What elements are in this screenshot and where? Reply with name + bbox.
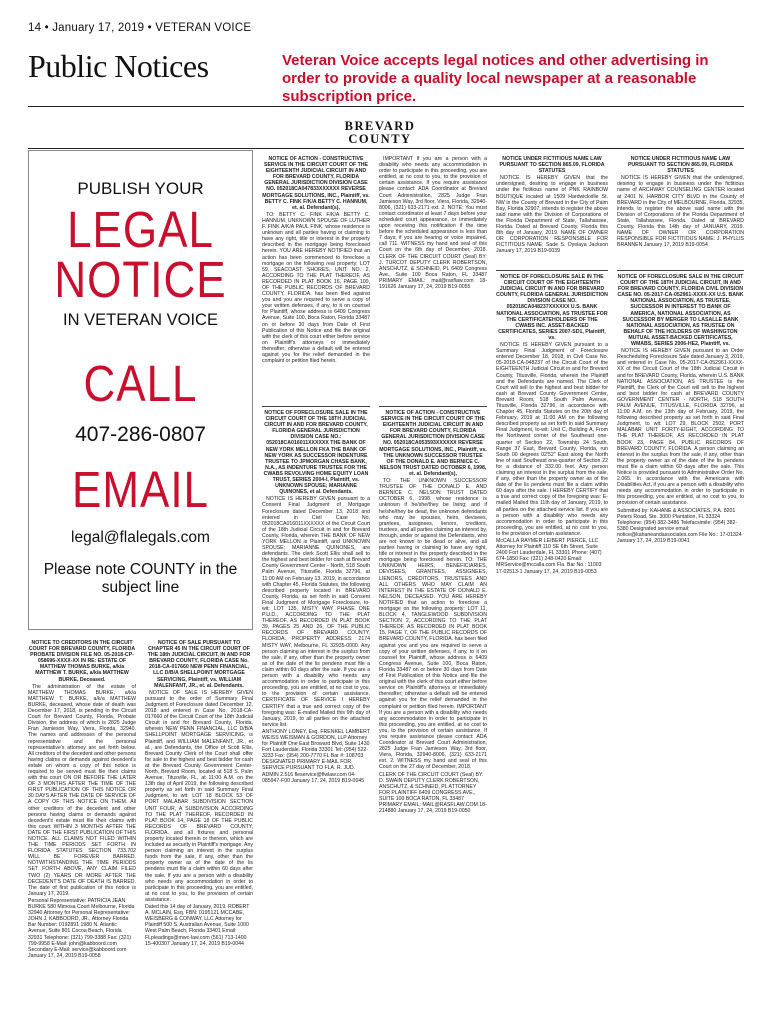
notice-heading: NOTICE OF SALE PURSUANT TO CHAPTER 45 IN THE CIRCUIT COURT OF THE 18th JUDICIAL CIRCUIT, IN AND FOR BREVARD COUNTY, FLORIDA CASE No. 2018-CA-017660 NEW PENN FINANCIAL, LLC D/B/A SHELLPOINT MORTGAGE SERVICING, Plaintiff, vs. WILLIAM MALENFANT, JR., et. al. Defendants. [147,640,251,689]
notice-body: TO: BETTY C. FINK F/K/A BETTY C. HANNUM. UNKNOWN SPOUSE OF LUTHER F. FINK A/K/A PAUL FINK. whose residence is unknown and all parties having or claiming to have any right, title or interest in the property described in the mortgage being foreclosed herein. YOU ARE HEREBY NOTIFIED that an action has been commenced to foreclose a mortgage on the following real property: LOT 59, SEACOAST SHORES, UNIT NO. 2, ACCORDING TO THE PLAT THEREOF, AS RECORDED IN PLAT BOOK 16, PAGE 100, OF THE PUBLIC RECORDS OF BREVARD COUNTY, FLORIDA. has been filed against you and you are required to serve a copy of your written defenses, if any, to it on counsel for Plaintiff, whose address is 6409 Congress Avenue, Suite 100, Boca Raton, Florida 33487 on or before 30 days from Date of First Publication of this Notice and file the original with the clerk of this court either before service on Plaintiff's attorneys or immediately thereafter; otherwise a default will be entered against you for the relief demanded in the complaint or petition filed herein. [262,211,370,365]
notice-signature: Dated this 14 day of January, 2019. ROBERT A. MCLAIN, Esq. FBN: 0195121 MCCABE, WEISBERG & CONWAY, LLC Attorney for Plaintiff 500 S. Australian Avenue, Suite 1000 West Palm Beach, Florida 33401 Email: FLpleadings@mwc-law.com (561) 713-1400 15-400307 January 17, 24, 2019 B19-0044 [145,904,250,947]
legal-notice-ad [28,150,253,630]
notice-heading: NOTICE OF FORECLOSURE SALE IN THE CIRCUIT COURT OF THE 18TH JUDICIAL CIRCUIT IN AND FOR BREVARD COUNTY, FLORIDA GENERAL JURISDICTION DIVISION CASE NO.: 052018CA016011XXXXXX THE BANK OF NEW YORK MELLON FKA THE BANK OF NEW YORK AS SUCCESSOR INDENTURE TRUSTEE TO JPMORGAN CHASE BANK, N.A., AS INDENTURE TRUSTEE FOR THE CWABS REVOLVING HOME EQUITY LOAN TRUST, SERIES 2004-I, Plaintiff, vs. UNKNOWN SPOUSE; MARIANNE QUINONES, et al. Defendants. [263,410,369,496]
page-runner: 14 • January 17, 2019 • VETERAN VOICE [28,22,252,34]
county-line2: COUNTY [348,132,412,146]
notice-signature: McCALLA RAYMER LEIBERT PIERCE, LLC Attorney for Plaintiff 110 SE 6th Street, Suite 2400 Fort Lauderdale, FL 33301 Phone: (407) 674-1850 Fax: (321) 248-0420 Email: MRService@mccalla.com Fla. Bar No.: 11003 17-02513-1 January 17, 24, 2019 B19-0053 [496,538,602,575]
notice-signature: Personal Representative: PATRICIA JEAN BURKE 580 Mimosa Court Melbourne, Florida 32940 Attorney for Personal Representative: JOHN J. KABBOORD, JR., Attorney Florida Bar Number: 0192891 1980 N. Atlantic Avenue, Suite 801 Cocoa Beach, Florida 32931 Telephone: (321) 799-3388 Fax: (321) 799-9958 E-Mail: john@kabboord.com Secondary E-Mail: service@kabboord.com January 17, 24, 2019 B19-0058 [28,897,135,959]
notice-heading: NOTICE OF FORECLOSURE SALE IN THE CIRCUIT COURT OF THE EIGHTEENTH JUDICIAL CIRCUIT IN AND FOR BREVARD COUNTY, FLORIDA GENERAL JURISDICTION DIVISION CASE NO. 052018CA048237XXXXXX U.S. BANK NATIONAL ASSOCIATION, AS TRUSTEE FOR THE CERTIFICATEHOLDERS OF THE CWABS INC. ASSET-BACKED CERTIFICATES, SERIES 2007-SD1, Plaintiff, vs. [496,274,608,341]
notice-action-fink-cont [379,156,487,392]
notice-body: NOTICE IS HEREBY GIVEN that the undersigned, desiring to engage in business under the fictitious name of PNK RAINBOW BOUTIQUE located at 1509 Hardwickville St. NW in the County of Brevard in the City of Palm Bay, Florida 32907, intends to register the above said name with the Division of Corporations of the Florida Department of State, Tallahassee, Florida. Dated at Brevard County, Florida this 8th day of January, 2019. NAME OF OWNER OR CORPORATION RESPONSIBLE FOR FICTITIOUS NAME: Sade S. Oyelaya Jackson January 17, 2019 B19-0039 [496,175,608,255]
ad-subject-note: Please note COUNTY in the subject line [43,561,238,596]
notice-heading: NOTICE OF ACTION - CONSTRUCTIVE SERVICE IN THE CIRCUIT COURT OF THE EIGHTEENTH JUDICIAL CIRCUIT IN AND FOR BREVARD COUNTY, FLORIDA GENERAL JURISDICTION DIVISION CASE NO. 052018CA053593XXXXXX REVERSE MORTGAGE SOLUTIONS, INC., Plaintiff, vs. THE UNKNOWN SUCCESSOR TRUSTEE OF THE DONALD E. AND BERNICE C. NELSON TRUST DATED OCTOBER 6, 1998, et. al. Defendant(s), [379,410,487,477]
notice-body: NOTICE IS HEREBY GIVEN pursuant to an Order Rescheduling Foreclosure Sale dated January 3, 2019, and entered in Case No. 05-2017-CA-052961-XXXX-XX of the Circuit Court of the 18th Judicial Circuit in and for BREVARD County, Florida, wherein U.S. BANK NATIONAL ASSOCIATION, AS TRUSTEE is the Plaintiff, the Clerk of the Court will sell to the highest and best bidder for cash at BREVARD COUNTY GOVERNMENT CENTER - NORTH, 518 SOUTH PALM AVENUE, TITUSVILLE, FLORIDA 32796, at 11:00 A.M. on the 13th day of February, 2019, the following described property as set forth in said Final Judgment, to wit: LOT 29, BLOCK 2502, PORT MALABAR UNIT FORTY-EIGHT, ACCORDING TO THE PLAT THEREOF, AS RECORDED IN PLAT BOOK 23, PAGE 84, PUBLIC RECORDS OF BREVARD COUNTY, FLORIDA. A person claiming an interest in the surplus from the sale, if any, other than the property owner as of the date of the lis pendens must file a claim within 60 days after the sale. This Notice is provided pursuant to Administrative Order No. 2.065. In accordance with the Americans with Disabilities Act, if you are a person with a disability who needs any accommodation in order to participate in this proceeding, you are entitled, at no cost to you, to provision of certain assistance. [617,348,744,507]
notice-fictitious-pnk [496,156,608,260]
county-heading [330,120,430,146]
notice-body: The administration of the estate of MATTHEW THOMAS BURKE, a/k/a MATTHEW T. BURKE, a/k/a MATTHEW BURKE, deceased, whose date of death was December 17, 2018, is pending in the Circuit Court for Brevard County, Florida, Probate Division, the address of which is 2825 Judge Fran Jamieson Way, Viera, Florida, 32940. The names and addresses of the personal representative and the personal representative's attorney are set forth below. All creditors of the decedent and other persons having claims or demands against decedent's estate on whom a copy of this notice is required to be served must file their claims with this court ON OR BEFORE THE LATER OF 3 MONTHS AFTER THE TIME OF THE FIRST PUBLICATION OF THIS NOTICE OR 30 DAYS AFTER THE DATE OF SERVICE OF A COPY OF THIS NOTICE ON THEM. All other creditors of the decedent and other persons having claims or demands against decedent's estate must file their claims with this court WITHIN 3 MONTHS AFTER THE DATE OF THE FIRST PUBLICATION OF THIS NOTICE. ALL CLAIMS NOT FILED WITHIN THE TIME PERIODS SET FORTH IN FLORIDA STATUTES SECTION 733.702 WILL BE FOREVER BARRED. NOTWITHSTANDING THE TIME PERIODS SET FORTH ABOVE, ANY CLAIM FILED TWO (2) YEARS OR MORE AFTER THE DECEDENT'S DATE OF DEATH IS BARRED. The date of first publication of this notice is January 17, 2019. [28,683,136,897]
ad-phone-number: 407-286-0807 [75,423,206,446]
ad-veteran-voice-text: IN VETERAN VOICE [63,311,218,329]
notice-heading: NOTICE UNDER FICTITIOUS NAME LAW PURSUANT TO SECTION 865.09, FLORIDA STATUTES [627,156,734,175]
notice-body: NOTICE IS HEREBY GIVEN pursuant to a Summary Final Judgment of Foreclosure entered December 18, 2018, in Civil Case No. 05-2018-CA-048237 of the Circuit Court of the EIGHTEENTH Judicial Circuit in and for Brevard County, Titusville, Florida, wherein the Plaintiff and the Defendants are named. The Clerk of Court will sell to the highest and best bidder for cash at Brevard County Government Center, Brevard Room, 518 South Palm Avenue, Titusville, Florida 32796, in accordance with Chapter 45, Florida Statutes on the 20th day of February, 2019 at 11:00 AM on the following described property as set forth in said Summary Final Judgment, to-wit: Unit C, Building A, From the Northwest corner of the Southeast one-quarter of Section 22, Township 24 South, Range 37 East, Brevard County, Florida, run South 00 degrees 02'52" East along the North line of said Southeast one-quarter of Section 22 for a distance of 332.00 feet. Any person claiming an interest in the surplus from the sale, if any, other than the property owner as of the date of the lis pendens must file a claim within 60 days after the sale. I HEREBY CERTIFY that a true and correct copy of the foregoing was: E-mailed Mailed this 11th day of January, 2019, to all parties on the attached service list. If you are a person with a disability who needs any accommodation in order to participate in this proceeding, you are entitled, at no cost to you, to the provision of certain assistance. [496,342,608,537]
notice-heading: NOTICE UNDER FICTITIOUS NAME LAW PURSUANT TO SECTION 865.09, FLORIDA STATUTES [499,156,605,175]
county-line1: BREVARD [344,119,416,133]
notice-body: IMPORTANT If you are a person with a disability who needs any accommodation in order to participate in this proceeding, you are entitled, at no cost to you, to the provision of certain assistance. If you require assistance please contact: ADA Coordinator at Brevard Court Administration, 2825 Judge Fran Jamieson Way, 3rd floor, Viera, Florida, 32940-8006, (321) 633-2171 ext. 2. NOTE: You must contact coordinator at least 7 days before your scheduled court appearance, or immediately upon receiving this notification if the time before the scheduled appearance is less than 7 days; if you are hearing or voice impaired, call 711. WITNESS my hand and seal of this Court on the 6th day of December, 2018. CLERK OF THE CIRCUIT COURT (Seal) BY: J. TURCOT DEPUTY CLERK ROBERTSON, ANSCHUTZ, & SCHNEID, PL 6409 Congress Ave., Suite 100 Boca Raton, FL 33487 PRIMARY EMAIL: mail@rasflaw.com 18-191626 January 17, 24, 2019 B19-0055 [379,156,487,290]
notice-body: NOTICE IS HEREBY GIVEN pursuant to a Consent Final Judgment of Mortgage Foreclosure dated December 13, 2018 and entered in Civil Case No. 052018CA016011XXXXXX of the Circuit Court of the 18th Judicial Circuit in and for Brevard County, Florida, wherein THE BANK OF NEW YORK MELLON is Plaintiff, and UNKNOWN SPOUSE; MARIANNE QUINONES, are defendants. The clerk Scott Ellis shall sell to the highest and best bidder for cash at Brevard County Government Center - North, 518 South Palm Avenue, Titusville, Florida 32796, at 11:00 AM on February 13, 2019, in accordance with Chapter 45, Florida Statutes, the following described property located in BREVARD County, Florida, as set forth in said Consent Final Judgment of Mortgage Foreclosure, to-wit: LOT 135, MISTY WAY PHASE ONE P.U.D., ACCORDING TO THE PLAT THEREOF, AS RECORDED IN PLAT BOOK 39, PAGES 25 AND 26, OF THE PUBLIC RECORDS OF BREVARD COUNTY, FLORIDA. PROPERTY ADDRESS: 2174 MISTY WAY, Melbourne, FL 32935-0000. Any person claiming an interest in the surplus from the sale, if any, other than the property owner as of the date of the lis pendens must file a claim within 60 days after the sale. If you are a person with a disability who needs any accommodation in order to participate in this proceeding, you are entitled, at no cost to you, to the provision of certain assistance. CERTIFICATE OF SERVICE I HEREBY CERTIFY that a true and correct copy of the foregoing was: E-mailed Mailed this 9th day of January, 2019, to all parties on the attached service list. [262,496,370,728]
ad-email-label: EMAIL [71,462,210,519]
ad-call-text: CALL [83,356,198,413]
notice-foreclosure-usbank-wmabs [617,270,744,1014]
notice-heading: NOTICE OF FORECLOSURE SALE IN THE CIRCUIT COURT OF THE 18TH JUDICIAL CIRCUIT, IN AND FOR BREVARD COUNTY, FLORIDA CIVIL DIVISION CASE NO. 05-2017-CA-052961-XXXX-XX U.S. BANK NATIONAL ASSOCIATION, AS TRUSTEE, SUCCESSOR IN INTEREST TO BANK OF AMERICA, NATIONAL ASSOCIATION, AS SUCCESSOR BY MERGER TO LASALLE BANK NATIONAL ASSOCIATION, AS TRUSTEE ON BEHALF OF THE HOLDERS OF WASHINGTON MUTUAL ASSET-BACKED CERTIFICATES, WMABS, SERIES 2006-HE2, Plaintiff, vs. [617,274,744,348]
notice-signature: CLERK OF THE CIRCUIT COURT (Seal) BY: D. SWAIN DEPUTY CLERK ROBERTSON, ANSCHUTZ, & SCHNEID, PL ATTORNEY FOR PLAINTIFF 6409 CONGRESS AVE., SUITE 100 BOCA RATON, FL 33487 PRIMARY EMAIL: MAIL@RASFLAW.COM 18-214880 January 17, 24, 2019 B19-0050 [379,771,487,815]
section-banner: Veteran Voice accepts legal notices and other advertising in order to provide a quality local newspaper at a reasonable subscription price. [282,52,709,105]
ad-email-address: legal@flalegals.com [71,529,210,546]
notice-body: TO: THE UNKNOWN SUCCESSOR TRUSTEE OF THE DONALD E. AND BERNICE C. NELSON TRUST DATED OCTOBER 6, 1998. whose residence is unknown if he/she/they be living; and if he/she/they be dead, the unknown defendants who may be spouses, heirs, devisees, grantees, assignees, lienors, creditors, trustees, and all parties claiming an interest by, through, under or against the Defendants, who are not known to be dead or alive, and all parties having or claiming to have any right, title or interest in the property described in the mortgage being foreclosed herein. TO: THE UNKNOWN HEIRS, BENEFICIARIES, DEVISEES, GRANTEES, ASSIGNEES, LIENORS, CREDITORS, TRUSTEES AND ALL OTHERS WHO MAY CLAIM AN INTEREST IN THE ESTATE OF DONALD E. NELSON, DECEASED. YOU ARE HEREBY NOTIFIED that an action to foreclose a mortgage on the following property: LOT 11, BLOCK 4, TANGLEWOOD SUBDIVISION SECTION 2, ACCORDING TO THE PLAT THEREOF, AS RECORDED IN PLAT BOOK 15, PAGE 7, OF THE PUBLIC RECORDS OF BREVARD COUNTY, FLORIDA. has been filed against you and you are required to serve a copy of your written defenses, if any, to it on counsel for Plaintiff, whose address is 6409 Congress Avenue, Suite 100, Boca Raton, Florida 33487 on or before 30 days from Date of First Publication of this Notice and file the original with the clerk of this court either before service on Plaintiff's attorneys or immediately thereafter; otherwise a default will be entered against you for the relief demanded in the complaint or petition filed herein. IMPORTANT If you are a person with a disability who needs any accommodation in order to participate in this proceeding, you are entitled, at no cost to you, to the provision of certain assistance. If you require assistance please contact: ADA Coordinator at Brevard Court Administration, 2825 Judge Fran Jamieson Way, 3rd floor, Viera, Florida, 32940-8006, (321) 633-2171 ext. 2. WITNESS my hand and seal of this Court on the 27 day of December, 2018. [379,478,487,771]
ad-publish-text: PUBLISH YOUR [77,179,204,198]
notice-foreclosure-usbank-cwabs [496,270,608,1014]
notice-heading: NOTICE TO CREDITORS IN THE CIRCUIT COURT FOR BREVARD COUNTY, FLORIDA PROBATE DIVISION FILE NO. 05-2018-CP-058696-XXXX-XX IN RE: ESTATE OF MATTHEW THOMAS BURKE, a/k/a MATTHEW T. BURKE, a/k/a MATTHEW BURKE, Deceased. [28,640,136,683]
section-title: Public Notices [28,48,209,84]
notice-action-fink [262,156,370,396]
ad-legal-text: LEGAL [67,202,214,259]
notice-fictitious-archway [617,156,744,260]
notice-body: NOTICE IS HEREBY GIVEN that the undersigned, desiring to engage in business under the fictitious name of ARCHWAY COUNSELING CENTER located at 2401 N. HARBOR CITY BLVD in the County of BREVARD in the City of MELBOURNE, Florida, 32935, intends to register the above said name with the Division of Corporations of the Florida Department of State, Tallahassee, Florida. Dated at BREVARD County, Florida this 14th day of JANUARY, 2019. NAME OF OWNER OR CORPORATION RESPONSIBLE FOR FICTITIOUS NAME: J. PHYLLIS BRANNEN January 17, 2019 B19-0054 [617,175,744,249]
top-rule [28,106,744,107]
notice-foreclosure-mellon [262,406,370,1014]
notice-action-nelson [379,406,487,1014]
notice-body: NOTICE OF SALE IS HEREBY GIVEN pursuant to the order of Summary Final Judgment of Foreclosure dated December 12, 2018 and entered in Case No. 2018-CA-017660 of the Circuit Court of the 18th Judicial Circuit in and for Brevard County, Florida, wherein NEW PENN FINANCIAL, LLC D/B/A SHELLPOINT MORTGAGE SERVICING, is Plaintiff, and WILLIAM MALENFANT, JR., et al., are Defendants, the Office of Scott Ellis, Brevard County Clerk of the Court shall offer for sale to the highest and best bidder for cash at the Brevard County Government Center-North, Brevard Room, located at 518 S. Palm Avenue, Titusville, FL, at 11:00 A.M. on the 13th day of April 2019, the following described property as set forth in said Summary Final Judgment, to wit: LOT 18 BLOCK 53 OF PORT MALABAR SUBDIVISION SECTION UNIT FOUR, A SUBDIVISION ACCORDING TO THE PLAT THEREOF, RECORDED IN PLAT BOOK 14, PAGE 18 OF THE PUBLIC RECORDS OF BREVARD COUNTY, FLORIDA. and all fixtures and personal property located therein or thereon, which are included as security in Plaintiff's mortgage. Any person claiming an interest in the surplus funds from the sale, if any, other than the property owner as of the date of the lis pendens must file a claim within 60 days after the sale. If you are a person with a disability who needs any accommodation in order to participate in this proceeding, you are entitled, at no cost to you, to the provision of certain assistance. [145,689,253,903]
notice-creditors [28,640,136,1010]
county-rule [28,148,744,149]
notice-signature: Submitted by: KAHANE & ASSOCIATES, P.A. 8201 Peters Road, Ste. 3000 Plantation, FL 33324 Telephone: (954) 382-3486 Telefacsimile: (954) 382-5380 Designated service email: notice@kahaneandassociates.com File No.: 17-01324 January 17, 24, 2019 B19-0041 [617,507,742,545]
notice-sale-chapter45 [145,640,253,1010]
ad-notice-text: NOTICE [54,252,227,309]
notice-signature: ANTHONY LONEY, Esq. FRENKEL LAMBERT WEISS WEISMAN & GORDON, LLP Attorney for Plaintiff One East Broward Blvd, Suite 1430 Fort Lauderdale, Florida 33301 Tel: (954) 522-3233 Fax: (954) 200-7770 FL Bar #: 108703 DESIGNATED PRIMARY E-MAIL FOR SERVICE PURSUANT TO FLA. R. JUD. ADMIN 2.516 fleservice@flwlaw.com 04-085947-F00 January 17, 24, 2019 B19-0045 [262,728,370,784]
notice-heading: NOTICE OF ACTION - CONSTRUCTIVE SERVICE IN THE CIRCUIT COURT OF THE EIGHTEENTH JUDICIAL CIRCUIT IN AND FOR BREVARD COUNTY, FLORIDA GENERAL JURISDICTION DIVISION CASE NO. 052018CA047833XXXXXX REVERSE MORTGAGE SOLUTIONS, INC., Plaintiff, vs. BETTY C. FINK F/K/A BETTY C. HANNUM, et. al. Defendant(s), [262,156,370,211]
